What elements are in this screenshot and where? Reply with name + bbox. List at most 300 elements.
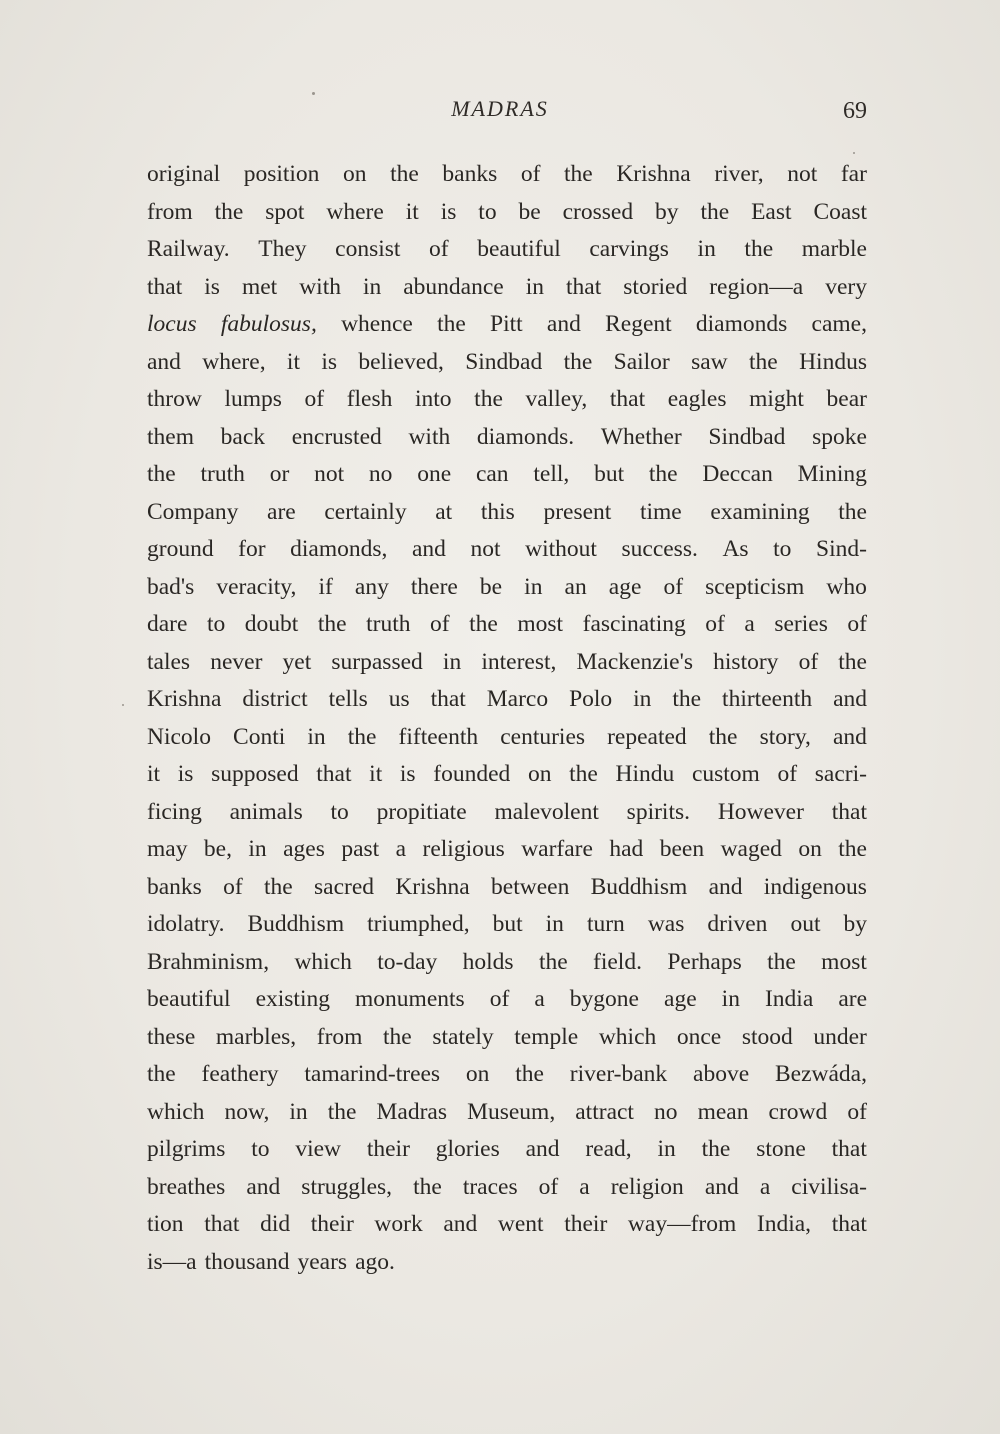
word: the	[564, 161, 593, 187]
word: Brahminism,	[147, 948, 270, 975]
word: history	[713, 648, 779, 675]
word: fascinating	[582, 611, 686, 637]
word: the	[749, 348, 778, 375]
word: struggles,	[301, 1173, 393, 1200]
word: sacri-	[814, 761, 867, 787]
text-line	[147, 306, 867, 344]
word: in	[633, 686, 652, 712]
word: between	[491, 873, 570, 900]
word: us	[388, 686, 410, 712]
word: for	[238, 536, 266, 562]
word: under	[813, 1023, 867, 1050]
word: a	[759, 1173, 771, 1200]
word: the	[767, 948, 796, 975]
word: marbles,	[215, 1023, 297, 1050]
word: civilisa-	[791, 1173, 867, 1200]
text-line	[147, 1169, 867, 1207]
word: Regent	[605, 311, 672, 337]
word: diamonds,	[290, 536, 388, 562]
word: and	[246, 1173, 281, 1200]
word: the	[838, 836, 867, 862]
word: is	[177, 761, 194, 787]
word: tamarind-trees	[304, 1061, 441, 1087]
word: carvings	[589, 236, 669, 262]
word: the	[383, 1023, 412, 1050]
word: Whether	[600, 423, 682, 450]
word: region—a	[709, 273, 804, 300]
word: in	[545, 911, 564, 937]
text-line	[147, 906, 867, 944]
word: the	[327, 1098, 357, 1125]
word: the	[569, 761, 598, 787]
word: yet	[282, 648, 312, 675]
word: and	[708, 873, 743, 900]
word: which	[598, 1023, 657, 1050]
word: ground	[147, 536, 214, 562]
word: on	[343, 161, 367, 187]
text-line	[147, 569, 867, 607]
word: original	[147, 161, 221, 187]
word: in	[697, 236, 716, 262]
word: it	[147, 761, 161, 787]
running-title: MADRAS	[451, 96, 549, 121]
word: that	[204, 1211, 240, 1237]
word: time	[639, 498, 682, 525]
word: fabulosus,	[220, 311, 317, 337]
word: Perhaps	[667, 948, 742, 975]
word: an	[564, 573, 587, 600]
word: thousand	[204, 1248, 290, 1275]
word: banks	[147, 873, 202, 900]
word: the	[672, 686, 702, 712]
word: in	[248, 836, 267, 862]
word: or	[269, 461, 290, 487]
word: that	[831, 1136, 867, 1162]
word: may	[147, 836, 188, 862]
word: met	[241, 273, 278, 300]
word: from	[316, 1023, 363, 1050]
word: valley,	[525, 386, 588, 412]
word: without	[525, 536, 597, 562]
text-line	[147, 869, 867, 907]
text-line	[147, 981, 867, 1019]
word: indigenous	[763, 873, 867, 900]
word: beautiful	[477, 236, 561, 262]
word: a	[744, 611, 755, 637]
word: the	[214, 198, 244, 225]
word: stately	[432, 1023, 494, 1050]
word: did	[260, 1211, 291, 1237]
text-line	[147, 344, 867, 382]
text-line	[147, 194, 867, 232]
word: that	[831, 1211, 867, 1237]
word: As	[722, 536, 749, 562]
word: the	[648, 461, 678, 487]
word: truth	[366, 611, 411, 637]
word: went	[497, 1211, 544, 1237]
word: work	[374, 1211, 423, 1237]
word: might	[749, 386, 804, 412]
word: district	[242, 686, 308, 712]
word: Krishna	[147, 686, 222, 712]
word: dare	[147, 611, 188, 637]
word: the	[563, 348, 593, 375]
word: which	[147, 1098, 205, 1125]
word: Hindu	[615, 761, 675, 787]
word: be,	[203, 836, 232, 862]
word: above	[693, 1061, 750, 1087]
word: Coast	[813, 198, 867, 225]
word: to	[251, 1136, 270, 1162]
word: truth	[200, 461, 245, 487]
word: doubt	[244, 611, 299, 637]
word: Sind-	[816, 536, 867, 562]
word: and	[147, 348, 181, 375]
word: now,	[224, 1098, 270, 1125]
word: spot	[265, 198, 305, 225]
word: attract	[575, 1098, 634, 1125]
word: river,	[714, 161, 764, 187]
word: the	[474, 386, 503, 412]
word: this	[480, 498, 515, 525]
word: very	[825, 273, 867, 300]
word: out	[790, 911, 821, 937]
word: who	[826, 573, 867, 600]
word: it	[405, 198, 419, 225]
word: the	[437, 311, 466, 337]
word: once	[676, 1023, 722, 1050]
word: there	[410, 573, 458, 600]
word: Madras	[376, 1098, 447, 1125]
word: is—a	[147, 1248, 197, 1275]
word: of	[520, 161, 541, 187]
text-line	[147, 719, 867, 757]
word: storied	[623, 273, 688, 300]
text-line	[147, 1244, 867, 1282]
text-line	[147, 1094, 867, 1132]
word: idolatry.	[147, 911, 225, 937]
paper-speck	[122, 704, 124, 706]
word: in	[442, 648, 462, 675]
word: spirits.	[626, 798, 691, 825]
text-line	[147, 794, 867, 832]
word: is	[204, 273, 220, 300]
word: age	[664, 986, 697, 1012]
word: river-bank	[569, 1061, 668, 1087]
word: lumps	[224, 386, 282, 412]
word: had	[609, 836, 644, 862]
word: bad's	[147, 573, 195, 600]
word: them	[147, 423, 194, 450]
text-line	[147, 644, 867, 682]
text-line	[147, 681, 867, 719]
word: custom	[691, 761, 760, 787]
word: on	[465, 1061, 490, 1087]
word: Sindbad	[708, 423, 786, 450]
word: tell,	[533, 461, 570, 487]
word: Pitt	[490, 311, 523, 337]
text-line	[147, 756, 867, 794]
word: of	[705, 611, 725, 637]
word: glories	[435, 1136, 500, 1162]
word: Buddhism	[247, 911, 345, 937]
word: came,	[811, 311, 867, 337]
word: and	[411, 536, 446, 562]
word: back	[220, 423, 266, 450]
word: their	[564, 1211, 608, 1237]
word: mean	[697, 1098, 749, 1125]
word: in	[525, 273, 545, 300]
word: flesh	[346, 386, 393, 412]
word: their	[310, 1211, 354, 1237]
word: locus	[147, 311, 197, 337]
word: monuments	[355, 986, 465, 1012]
word: malevolent	[494, 798, 599, 825]
word: throw	[147, 386, 202, 412]
word: not	[470, 536, 501, 562]
word: tells	[328, 686, 368, 712]
word: field.	[593, 948, 642, 975]
word: diamonds.	[476, 423, 575, 450]
word: in	[307, 723, 326, 750]
word: the	[701, 1136, 731, 1162]
word: supposed	[211, 761, 299, 787]
word: of	[777, 761, 798, 787]
text-line	[147, 531, 867, 569]
word: to	[330, 798, 349, 825]
word: view	[295, 1136, 341, 1162]
word: with	[408, 423, 451, 450]
word: the	[264, 873, 293, 900]
paper-speck	[312, 92, 315, 95]
word: from	[147, 198, 193, 225]
word: abundance	[403, 273, 504, 300]
text-line	[147, 269, 867, 307]
word: existing	[255, 986, 330, 1012]
word: Krishna	[616, 161, 691, 187]
word: read,	[585, 1136, 632, 1162]
word: centuries	[500, 723, 586, 750]
word: in	[657, 1136, 676, 1162]
word: on	[527, 761, 552, 787]
word: not	[314, 461, 345, 487]
text-line	[147, 419, 867, 457]
paper-speck	[853, 152, 855, 154]
word: eagles	[667, 386, 727, 412]
word: years	[297, 1248, 348, 1275]
word: that	[566, 273, 602, 300]
word: at	[435, 498, 453, 525]
word: of	[663, 573, 684, 600]
word: Deccan	[702, 461, 773, 487]
word: Marco	[486, 686, 549, 712]
word: the	[515, 1061, 544, 1087]
word: that	[609, 386, 646, 412]
word: certainly	[324, 498, 407, 525]
word: crowd	[768, 1098, 828, 1125]
word: stone	[756, 1136, 806, 1162]
word: far	[840, 161, 867, 187]
word: but	[594, 461, 625, 487]
word: Museum,	[467, 1098, 556, 1125]
word: Krishna	[395, 873, 470, 900]
word: with	[299, 273, 341, 300]
word: Conti	[233, 723, 286, 750]
word: that	[430, 686, 466, 712]
word: that	[316, 761, 352, 787]
word: be	[518, 198, 541, 225]
word: Company	[147, 498, 239, 525]
word: are	[267, 498, 296, 525]
word: age	[608, 573, 642, 600]
word: pilgrims	[147, 1136, 226, 1162]
word: the	[413, 1173, 442, 1200]
word: most	[821, 948, 867, 975]
word: tales	[147, 648, 191, 675]
word: They	[258, 236, 307, 262]
text-line	[147, 1131, 867, 1169]
word: Mining	[797, 461, 867, 487]
word: consist	[335, 236, 401, 262]
word: been	[659, 836, 705, 862]
text-line	[147, 494, 867, 532]
word: the	[147, 1061, 176, 1087]
word: interest,	[481, 648, 557, 675]
word: thirteenth	[722, 686, 813, 712]
word: spoke	[812, 423, 867, 450]
word: a	[534, 986, 545, 1012]
word: ago.	[355, 1248, 395, 1275]
word: bygone	[569, 986, 639, 1012]
text-line	[147, 381, 867, 419]
word: story,	[759, 723, 811, 750]
word: of	[538, 1173, 559, 1200]
body-paragraph	[147, 156, 867, 1281]
word: examining	[710, 498, 810, 525]
word: and	[546, 311, 581, 337]
word: in	[289, 1098, 308, 1125]
word: Nicolo	[147, 723, 211, 750]
word: it	[286, 348, 300, 375]
text-line	[147, 1056, 867, 1094]
word: India,	[756, 1211, 812, 1237]
word: and	[704, 1173, 739, 1200]
word: one	[417, 461, 452, 487]
word: bear	[826, 386, 867, 412]
word: beautiful	[147, 986, 231, 1012]
word: animals	[229, 798, 303, 825]
word: most	[517, 611, 564, 637]
text-line	[147, 456, 867, 494]
word: present	[543, 498, 612, 525]
word: the	[708, 723, 738, 750]
word: be	[479, 573, 503, 600]
word: series	[774, 611, 828, 637]
word: of	[304, 386, 325, 412]
word: of	[847, 1098, 867, 1125]
word: the	[744, 236, 774, 262]
text-line	[147, 1019, 867, 1057]
word: the	[347, 723, 377, 750]
text-line	[147, 606, 867, 644]
word: marble	[801, 236, 867, 262]
word: driven	[707, 911, 768, 937]
word: to	[478, 198, 497, 225]
word: the	[390, 161, 419, 187]
word: where,	[202, 348, 266, 375]
text-line	[147, 1206, 867, 1244]
word: breathes	[147, 1173, 226, 1200]
word: to-day	[377, 948, 438, 975]
word: religious	[422, 836, 505, 862]
word: but	[492, 911, 523, 937]
word: propitiate	[376, 798, 467, 825]
word: and	[833, 686, 867, 712]
word: and	[525, 1136, 560, 1162]
word: crossed	[562, 198, 634, 225]
word: tion	[147, 1211, 184, 1237]
word: Buddhism	[590, 873, 688, 900]
word: a	[395, 836, 407, 862]
word: surpassed	[331, 648, 423, 675]
word: these	[147, 1023, 196, 1050]
word: stood	[741, 1023, 793, 1050]
word: if	[318, 573, 333, 600]
word: the	[147, 461, 176, 487]
word: it	[369, 761, 383, 787]
word: way—from	[627, 1211, 737, 1237]
word: by	[843, 911, 867, 937]
word: is	[399, 761, 416, 787]
word: their	[366, 1136, 410, 1162]
word: Hindus	[799, 348, 867, 375]
word: not	[787, 161, 818, 187]
word: veracity,	[216, 573, 297, 600]
word: and	[443, 1211, 478, 1237]
word: encrusted	[291, 423, 382, 450]
word: of	[798, 648, 819, 675]
word: the	[838, 498, 867, 525]
text-line	[147, 156, 867, 194]
word: the	[317, 611, 347, 637]
word: triumphed,	[367, 911, 470, 937]
word: of	[430, 611, 450, 637]
word: that	[147, 273, 183, 300]
word: ficing	[147, 798, 202, 825]
running-head	[0, 96, 1000, 130]
word: position	[243, 161, 320, 187]
word: warfare	[521, 836, 593, 862]
word: sacred	[314, 873, 375, 900]
word: India	[764, 986, 814, 1012]
word: by	[655, 198, 679, 225]
word: no	[368, 461, 393, 487]
word: banks	[442, 161, 498, 187]
word: holds	[462, 948, 514, 975]
word: no	[654, 1098, 678, 1125]
word: and	[833, 723, 867, 750]
word: scepticism	[705, 573, 805, 600]
word: are	[838, 986, 867, 1012]
word: on	[798, 836, 822, 862]
word: to	[206, 611, 226, 637]
word: any	[354, 573, 389, 600]
word: success.	[621, 536, 698, 562]
word: religion	[610, 1173, 684, 1200]
word: However	[717, 798, 804, 825]
word: is	[440, 198, 457, 225]
word: repeated	[607, 723, 687, 750]
